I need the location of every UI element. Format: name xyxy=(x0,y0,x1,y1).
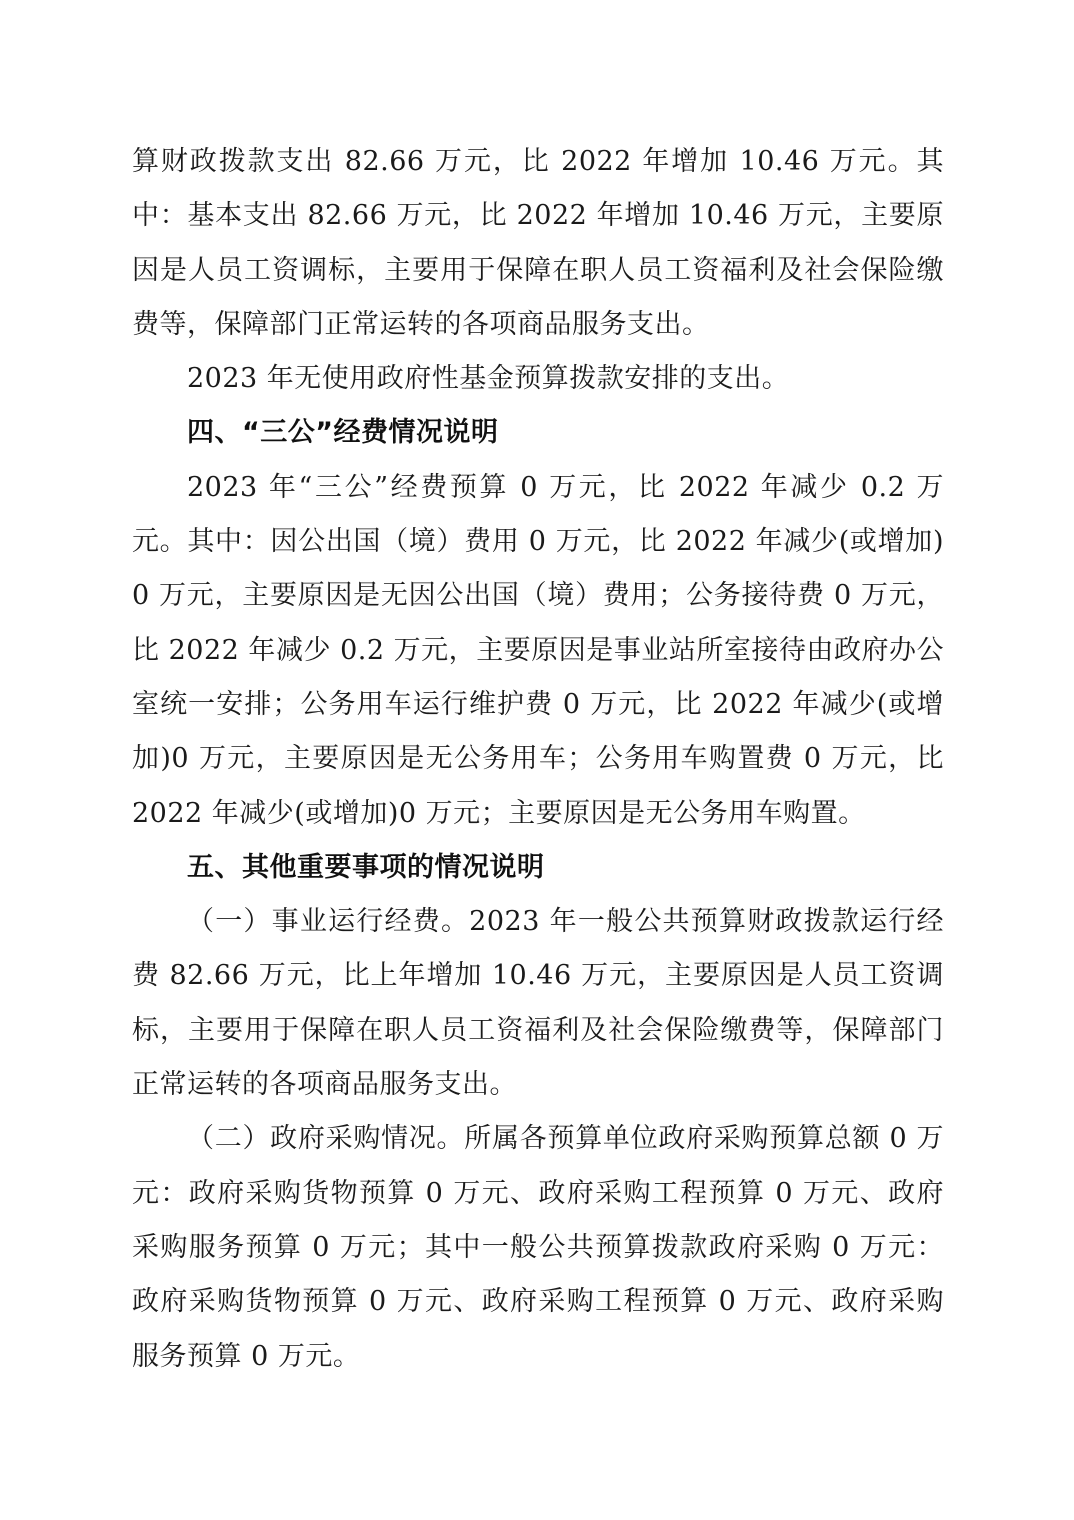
section-heading-other-matters: 五、其他重要事项的情况说明 xyxy=(187,851,545,883)
paragraph-operating-expenses: （一）事业运行经费。2023 年一般公共预算财政拨款运行经费 82.66 万元，比上年增加 10.46 万元，主要原因是人员工资调标，主要用于保障在职人员工资福利及社会保险缴费等，保障部门正常运转的各项商品服务支出。 xyxy=(132,906,944,1101)
document-body xyxy=(132,135,944,1384)
paragraph-government-fund: 2023 年无使用政府性基金预算拨款安排的支出。 xyxy=(187,363,790,395)
paragraph-fiscal-expenditure: 算财政拨款支出 82.66 万元，比 2022 年增加 10.46 万元。其中：基本支出 82.66 万元，比 2022 年增加 10.46 万元，主要原因是人员工资调标，主要用于保障在职人员工资福利及社会保险缴费等，保障部门正常运转的各项商品服务支出。 xyxy=(132,146,944,340)
section-heading-three-public-expenses: 四、“三公”经费情况说明 xyxy=(187,417,499,449)
paragraph-government-procurement: （二）政府采购情况。所属各预算单位政府采购预算总额 0 万元：政府采购货物预算 0 万元、政府采购工程预算 0 万元、政府采购服务预算 0 万元；其中一般公共预算拨款政府采购 0 万元：政府采购货物预算 0 万元、政府采购工程预算 0 万元、政府采购服务预算 0 万元。 xyxy=(132,1123,944,1372)
paragraph-three-public-expenses: 2023 年“三公”经费预算 0 万元，比 2022 年减少 0.2 万元。其中：因公出国（境）费用 0 万元，比 2022 年减少(或增加)0 万元，主要原因是无因公出国（境）费用；公务接待费 0 万元，比 2022 年减少 0.2 万元，主要原因是事业站所室接待由政府办公室统一安排；公务用车运行维护费 0 万元，比 2022 年减少(或增加)0 万元，主要原因是无公务用车；公务用车购置费 0 万元，比 2022 年减少(或增加)0 万元；主要原因是无公务用车购置。 xyxy=(132,471,944,829)
